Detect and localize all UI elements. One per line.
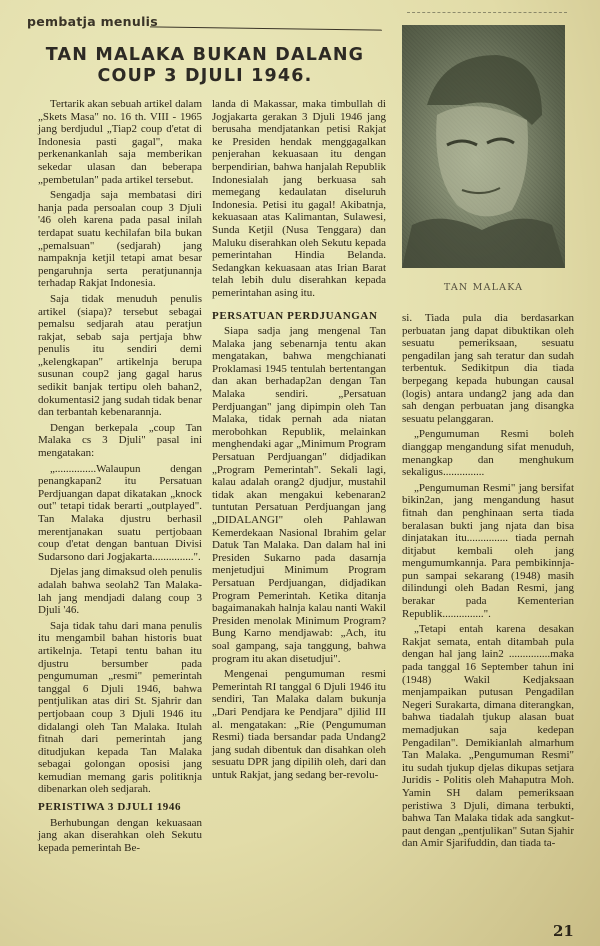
quote-paragraph: „Pengumuman Resmi boleh dianggap mengandung sifat menuduh, menangkap dan menghukum sekaligus............... [402, 428, 574, 479]
portrait-illustration [402, 25, 565, 268]
quote-paragraph: „Tetapi entah karena desakan Rakjat semata, entah ditambah pula dengan hal jang lain2 ...............maka pada tanggal 16 September tahun ini (1948) Wakil Kedjaksaan menjampaikan putusan Pengadilan Negeri Surakarta, dimana diterangkan, bahwa tiadalah tjukup alasan buat memadjukan saja kedepan Pengadilan". Demikianlah almarhum Tan Malaka. „Pengumuman Resmi" itu sudah tjukup djelas dikupas setjara Juridis - Politis oleh Mahaputra Moh. Yamin SH dalam pemeriksaan peristiwa 3 Djuli, dimana terbukti, bahwa Tan Malaka tidak ada sangkut-paut dengan „pentjulikan" Sutan Sjahir dan Amir Sjarifuddin, dan tiada ta- [402, 623, 574, 850]
paragraph: si. Tiada pula dia berdasarkan perbuatan jang dapat dibuktikan oleh sesuatu pemeriksaan, sesuatu pengadilan jang sah teratur dan sudah terbentuk. Sedikitpun dia tiada berpegang kepada hubungan causal (logis) antara undang2 jang ada dan sah dengan perbuatan jang disangka sesuatu pelanggaran. [402, 312, 574, 425]
paragraph: landa di Makassar, maka timbullah di Jogjakarta gerakan 3 Djuli 1946 jang berusaha mendjatankan petisi Rakjat ke Presiden hendak menggagalkan penjerahan kekuasaan itu dengan berpendirian, bahwa hanjalah Republik Indonesialah jang berkuasa sah memegang kedaulatan diseluruh Indonesia. Petisi itu gagal! Akibatnja, kekuasaan atas Kalimantan, Sulawesi, Sunda Ketjil (Nusa Tenggara) dan Maluku diserahkan oleh Sekutu kepada pemerintahan Hindia Belanda. Sedangkan kekuasaan atas Irian Barat telah lebih dulu diserahkan kepada pemerintahan asing itu. [212, 98, 386, 299]
quote-paragraph: „...............Walaupun dengan penangkapan2 itu Persatuan Perdjuangan dapat dikatakan „knock out" tetapi tidak berarti „outplayed". Tan Malaka djustru berhasil merentjanakan suatu pertjobaan coup d'etat dengan bantuan Divisi Sudarsono dari Jogjakarta...............". [38, 462, 202, 563]
article-column-2 [212, 98, 386, 784]
photo-top-mark [407, 12, 567, 17]
paragraph: Djelas jang dimaksud oleh penulis adalah bahwa seolah2 Tan Malaka-lah jang mendjadi dalang coup 3 Djuli '46. [38, 566, 202, 617]
paragraph: Siapa sadja jang mengenal Tan Malaka jang sebenarnja tentu akan mengatakan, bahwa mengchianati Proklamasi 1945 tentulah bertentangan dan akan berhadap2an dengan Tan Malaka sendiri. „Persatuan Perdjuangan" jang dipimpin oleh Tan Malaka, tidak pernah ada niatan merobohkan Republik, melainkan menghendaki agar „Minimum Program Persatuan Perdjuangan" didjadikan „Program Pemerintah". Sekali lagi, kalau adalah orang2 djudjur, mustahil tidak akan mengakui kebenaran2 tuntutan Persatuan Perdjuangan jang „DIDALANGI" oleh Pahlawan Kemerdekaan Nasional Ibrahim gelar Datuk Tan Malaka. Dan dalam hal ini Presiden Sukarno pada dasarnja menjetudjui Minimum Program Persatuan Perdjuangan, didjadikan Program Pemerintah. Ketika ditanja bagaimanakah halnja kalau nanti Wakil Presiden menolak Minimum Program? Bung Karno mendjawab: „Ach, itu soal gampang, saja tanggung, bahwa program itu akan disetudjui". [212, 325, 386, 665]
paragraph: Dengan berkepala „coup Tan Malaka cs 3 Djuli" pasal ini mengatakan: [38, 421, 202, 460]
paragraph: Saja tidak tahu dari mana penulis itu mengambil bahan historis buat artikelnja. Tetapi tentu bahan itu djustru bersumber pada pengumuman „resmi" pemerintah tanggal 6 Djuli 1946, bahwa pentjulikan atas diri St. Sjahrir dan pertjobaan coup 3 Djuli 1946 itu didalangi oleh Tan Malaka. Itulah fitnah dari pemerintah jang ditudjukan kepada Tan Malaka sebagai golongan oposisi jang kemudian memang garis politiknja dibenarkan oleh sedjarah. [38, 619, 202, 796]
paragraph: Saja tidak menuduh penulis artikel (siapa)? tersebut sebagai pemalsu sedjarah atau peratjun rakjat, sebab saja pertjaja bhw penulis itu sendiri demi „kelengkapan" artikelnja berupa susunan coup2 jang gagal harus sedikit banjak tertipu oleh bahan2, dokumentasi2 jang sudah tidak benar dan terbantah kebenarannja. [38, 292, 202, 419]
section-label: pembatja menulis [27, 14, 158, 29]
page-number: 21 [553, 922, 574, 940]
paragraph: Mengenai pengumuman resmi Pemerintah RI tanggal 6 Djuli 1946 itu sendiri, Tan Malaka dalam bukunja „Dari Pendjara ke Pendjara" djilid III al. mengatakan: „Rie (Pengumuman Resmi) tiada bersandar pada Undang2 jang sudah dibentuk dan disahkan oleh sesuatu DPR jang dipilih oleh, dari dan untuk Rakjat, jang sedang ber-revolu- [212, 668, 386, 781]
article-column-1 [38, 98, 202, 857]
quote-paragraph: „Pengumuman Resmi" jang bersifat bikin2an, jang mengandung hasut fitnah dan penghinaan serta tiada beralasan bukti jang njata dan bisa dinjatakan itu............... tiada pernah ditjabut kembali oleh jang mengumumkannja. Para pembikinnja-pun sampai sekarang (1948) masih dilindungi oleh Badan Resmi, jang berakar pada Kementerian Republik...............". [402, 481, 574, 620]
paragraph: Berhubungan dengan kekuasaan jang akan diserahkan oleh Sekutu kepada pemerintah Be- [38, 816, 202, 854]
section-rule [150, 26, 382, 30]
article-column-3 [402, 312, 574, 853]
subheading-persatuan: PERSATUAN PERDJUANGAN [212, 309, 378, 322]
portrait-photo [402, 25, 565, 268]
subheading-peristiwa: PERISTIWA 3 DJULI 1946 [38, 801, 182, 814]
paragraph: Tertarik akan sebuah artikel dalam „Skets Masa" no. 16 th. VIII - 1965 jang berdjudul „Tiap2 coup d'etat di Indonesia pasti gagal", maka perkenankanlah saja memberikan sekedar ulasan dan beberapa „pembetulan" pada artikel tersebut. [38, 98, 202, 186]
paragraph: Sengadja saja membatasi diri hanja pada persoalan coup 3 Djuli '46 oleh karena pada pasal inilah terdapat suatu kechilafan bila bukan „pemalsuan" (sedjarah) jang nampaknja ketjil tetapi amat besar pengaruhnja serta peratjunannja terhadap Rakjat Indonesia. [38, 189, 202, 290]
photo-caption: TAN MALAKA [443, 282, 524, 293]
headline: TAN MALAKA BUKAN DALANG COUP 3 DJULI 1946. [45, 45, 365, 86]
